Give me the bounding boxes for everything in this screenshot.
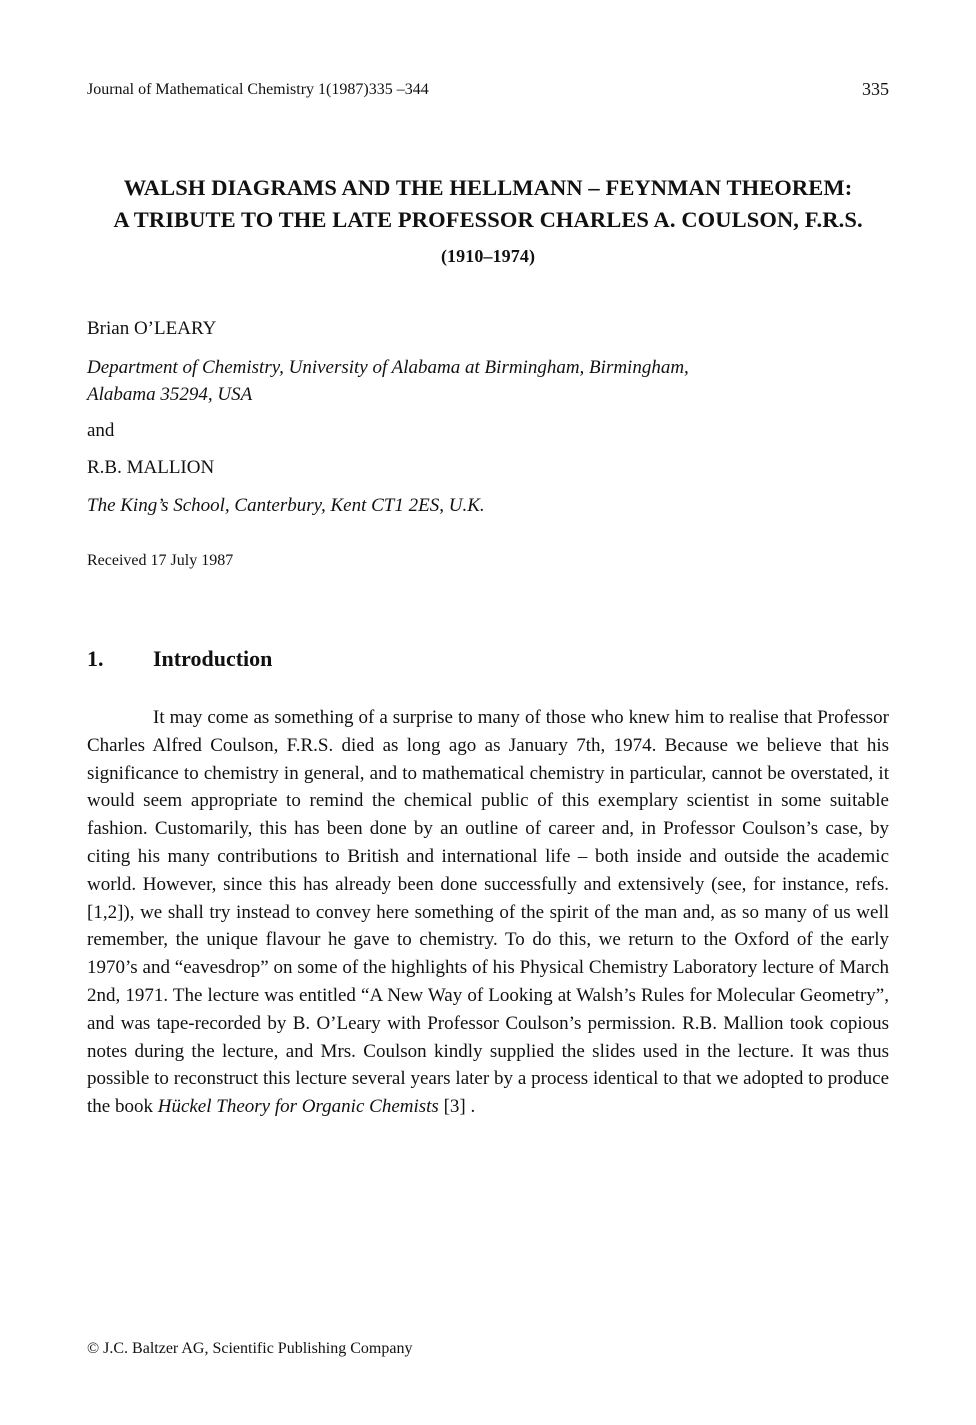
book-title: Hückel Theory for Organic Chemists — [157, 1096, 439, 1118]
copyright-notice: © J.C. Baltzer AG, Scientific Publishing Company — [87, 1340, 413, 1357]
received-date: Received 17 July 1987 — [87, 552, 234, 569]
running-head — [87, 79, 889, 101]
affiliation-2: The King’s School, Canterbury, Kent CT1 2ES, U.K. — [87, 495, 485, 516]
section-heading — [87, 645, 272, 673]
section-number: 1. — [87, 646, 104, 671]
affiliation-1 — [87, 354, 689, 408]
section-title: Introduction — [153, 646, 273, 671]
title-line-1: WALSH DIAGRAMS AND THE HELLMANN – FEYNMAN THEOREM: — [123, 175, 853, 200]
body-text — [87, 704, 889, 1121]
title-years: (1910–1974) — [440, 246, 536, 266]
paragraph-text-end: [3] . — [438, 1096, 476, 1118]
journal-citation: Journal of Mathematical Chemistry 1(1987)335 –344 — [87, 81, 429, 98]
affiliation-1-line-2: Alabama 35294, USA — [87, 384, 253, 405]
intro-paragraph — [87, 704, 889, 1121]
author-1: Brian O’LEARY — [87, 318, 217, 339]
author-2: R.B. MALLION — [87, 457, 215, 478]
paragraph-text: It may come as something of a surprise to many of those who knew him to realise that Professor Charles Alfred Coulson, F.R.S. died as long ago as January 7th, 1974. Because we believe that his significance to chemistry in general, and to mathematical chemistry in particular, cannot be overstated, it would seem appropriate to remind the chemical public of this exemplary scientist in some suitable fashion. Customarily, this has been done by an outline of career and, in Professor Coulson’s case, by citing his many contributions to British and international life – both inside and outside the academic world. However, since this has already been done successfully and extensively (see, for instance, refs. [1,2]), we shall try instead to convey here something of the spirit of the man and, as so many of us well remember, the unique flavour he gave to chemistry. To do this, we return to the Oxford of the early 1970’s and “eavesdrop” on some of the highlights of his Physical Chemistry Laboratory lecture of March 2nd, 1971. The lecture was entitled “A New Way of Looking at Walsh’s Rules for Molecular Geometry”, and was tape-recorded by B. O’Leary with Professor Coulson’s permission. R.B. Mallion took copious notes during the lecture, and Mrs. Coulson kindly supplied the slides used in the lecture. It was thus possible to reconstruct this lecture several years later by a process identical to that we adopted to produce the book — [87, 707, 889, 1118]
page-number: 335 — [862, 79, 889, 99]
title-line-2: A TRIBUTE TO THE LATE PROFESSOR CHARLES A. COULSON, F.R.S. — [113, 207, 863, 232]
article-title — [40, 172, 936, 272]
affiliation-1-line-1: Department of Chemistry, University of Alabama at Birmingham, Birmingham, — [87, 357, 689, 378]
author-conjunction: and — [87, 420, 115, 441]
